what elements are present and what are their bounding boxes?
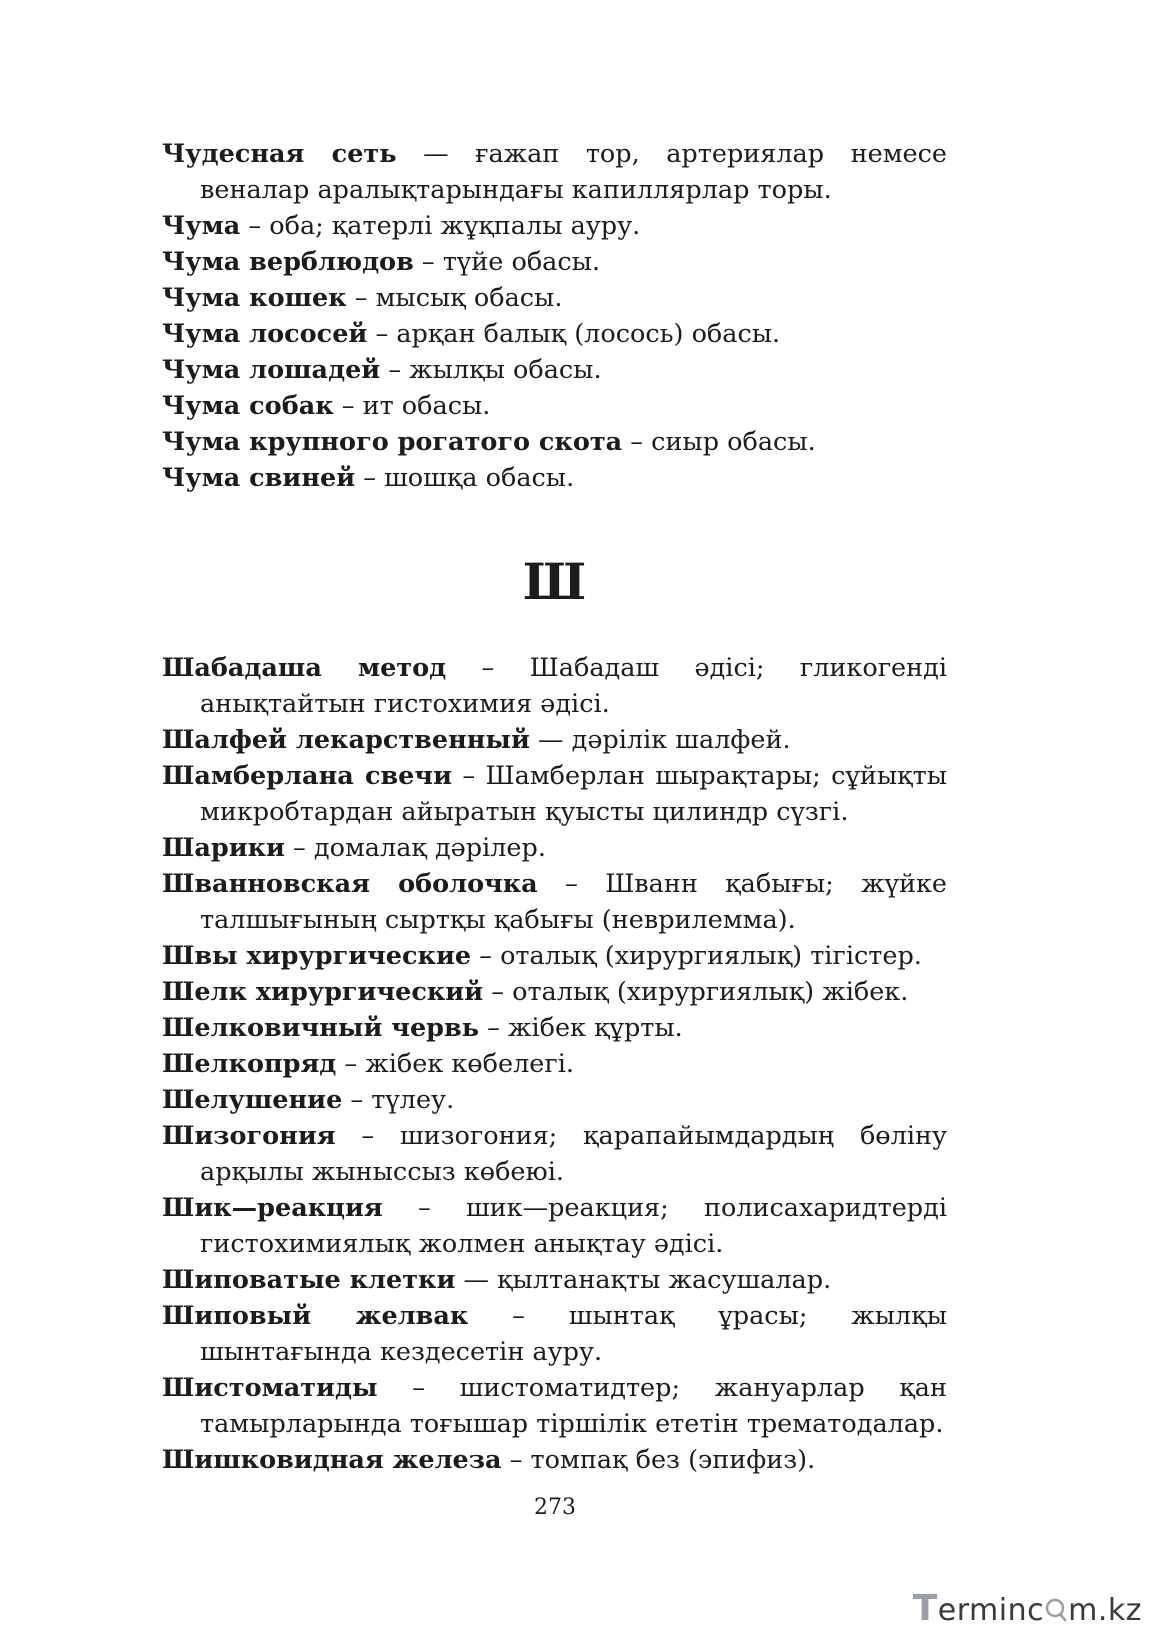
dictionary-entry xyxy=(162,1262,947,1298)
entry-term: Шишковидная железа xyxy=(162,1445,502,1475)
dictionary-entry xyxy=(162,352,947,388)
entry-definition: – томпақ без (эпифиз). xyxy=(501,1445,816,1475)
dictionary-entry xyxy=(162,1118,947,1190)
entries-ch-section xyxy=(162,136,947,496)
dictionary-entry xyxy=(162,830,947,866)
watermark-domain: m.kz xyxy=(1068,1593,1142,1628)
entry-term: Чума xyxy=(162,211,241,241)
dictionary-entry xyxy=(162,1046,947,1082)
entry-definition: – оталық (хирургиялық) тігістер. xyxy=(471,941,922,971)
entry-definition: – түйе обасы. xyxy=(413,247,601,277)
entry-definition: – түлеу. xyxy=(342,1085,455,1115)
entry-definition: – арқан балық (лосось) обасы. xyxy=(367,319,781,349)
entry-definition: – Шванн қабығы; жүйке талшығының сыртқы қабығы (неврилемма). xyxy=(200,869,948,935)
dictionary-entry xyxy=(162,938,947,974)
dictionary-entry xyxy=(162,280,947,316)
entry-definition: – жібек көбелегі. xyxy=(336,1049,575,1079)
dictionary-entry xyxy=(162,424,947,460)
entry-term: Швы хирургические xyxy=(162,941,472,971)
entry-definition: — қылтанақты жасушалар. xyxy=(455,1265,832,1295)
dictionary-entry xyxy=(162,316,947,352)
entry-definition: — ғажап тор, артериялар немесе веналар аралықтарындағы капиллярлар торы. xyxy=(200,139,947,205)
entry-definition: – жібек құрты. xyxy=(479,1013,683,1043)
entry-definition: – оба; қатерлі жұқпалы ауру. xyxy=(240,211,641,241)
dictionary-entry xyxy=(162,866,947,938)
entry-definition: – Шабадаш әдісі; гликогенді анықтайтын гистохимия әдісі. xyxy=(200,653,947,719)
dictionary-entry xyxy=(162,1298,947,1370)
entry-term: Шванновская оболочка xyxy=(162,869,538,899)
page-number: 273 xyxy=(534,1495,576,1520)
entry-definition: – Шамберлан шырақтары; сұйықты микробтардан айыратын қуысты цилиндр сүзгі. xyxy=(200,761,947,827)
dictionary-entry xyxy=(162,1190,947,1262)
dictionary-entry xyxy=(162,460,947,496)
dictionary-page xyxy=(162,136,947,1478)
entry-term: Шелкопряд xyxy=(162,1049,337,1079)
entry-term: Чума лошадей xyxy=(162,355,381,385)
entry-definition: – шизогония; қарапайымдардың бөліну арқылы жыныссыз көбеюі. xyxy=(200,1121,947,1187)
entry-term: Шиповый желвак xyxy=(162,1301,469,1331)
entry-term: Шалфей лекарственный xyxy=(162,725,530,755)
entry-term: Шелушение xyxy=(162,1085,343,1115)
dictionary-entry xyxy=(162,388,947,424)
entry-definition: – шик—реакция; полисахаридтерді гистохимиялық жолмен анықтау әдісі. xyxy=(200,1193,947,1259)
entry-term: Шамберлана свечи xyxy=(162,761,452,791)
dictionary-entry xyxy=(162,1370,947,1442)
entry-definition: — дәрілік шалфей. xyxy=(529,725,791,755)
entry-term: Шиповатые клетки xyxy=(162,1265,456,1295)
dictionary-entry xyxy=(162,244,947,280)
entry-definition: – сиыр обасы. xyxy=(622,427,816,457)
entry-definition: – домалақ дәрілер. xyxy=(284,833,546,863)
entry-term: Чудесная сеть xyxy=(162,139,397,169)
dictionary-entry xyxy=(162,974,947,1010)
dictionary-entry xyxy=(162,136,947,208)
entry-definition: – шистоматидтер; жануарлар қан тамырларында тоғышар тіршілік ететін трематодалар. xyxy=(200,1373,947,1439)
entry-definition: – оталық (хирургиялық) жібек. xyxy=(483,977,909,1007)
entry-term: Чума лососей xyxy=(162,319,368,349)
watermark-text: erminc xyxy=(937,1593,1045,1628)
entry-definition: – жылқы обасы. xyxy=(380,355,602,385)
entry-term: Чума крупного рогатого скота xyxy=(162,427,623,457)
entry-definition: – шошқа обасы. xyxy=(355,463,575,493)
entry-definition: – ит обасы. xyxy=(333,391,491,421)
dictionary-entry xyxy=(162,758,947,830)
termincom-watermark[interactable] xyxy=(913,1587,1142,1631)
entry-term: Шик—реакция xyxy=(162,1193,383,1223)
entry-term: Шелковичный червь xyxy=(162,1013,480,1043)
entry-term: Шарики xyxy=(162,833,285,863)
watermark-letter-t: T xyxy=(912,1588,938,1629)
dictionary-entry xyxy=(162,1010,947,1046)
entry-term: Чума верблюдов xyxy=(162,247,414,277)
dictionary-entry xyxy=(162,1082,947,1118)
entries-sh-section xyxy=(162,650,947,1478)
dictionary-entry xyxy=(162,1442,947,1478)
dictionary-entry xyxy=(162,722,947,758)
section-letter-heading: Ш xyxy=(522,552,587,611)
entry-definition: – мысық обасы. xyxy=(346,283,563,313)
entry-term: Чума кошек xyxy=(162,283,347,313)
entry-definition: – шынтақ ұрасы; жылқы шынтағында кездесетін ауру. xyxy=(200,1301,948,1367)
entry-term: Чума свиней xyxy=(162,463,356,493)
magnifier-icon xyxy=(1044,1594,1068,1624)
entry-term: Шабадаша метод xyxy=(162,653,447,683)
entry-term: Шистоматиды xyxy=(162,1373,378,1403)
entry-term: Чума собак xyxy=(162,391,334,421)
entry-term: Шелк хирургический xyxy=(162,977,484,1007)
entry-term: Шизогония xyxy=(162,1121,336,1151)
dictionary-entry xyxy=(162,650,947,722)
dictionary-entry xyxy=(162,208,947,244)
